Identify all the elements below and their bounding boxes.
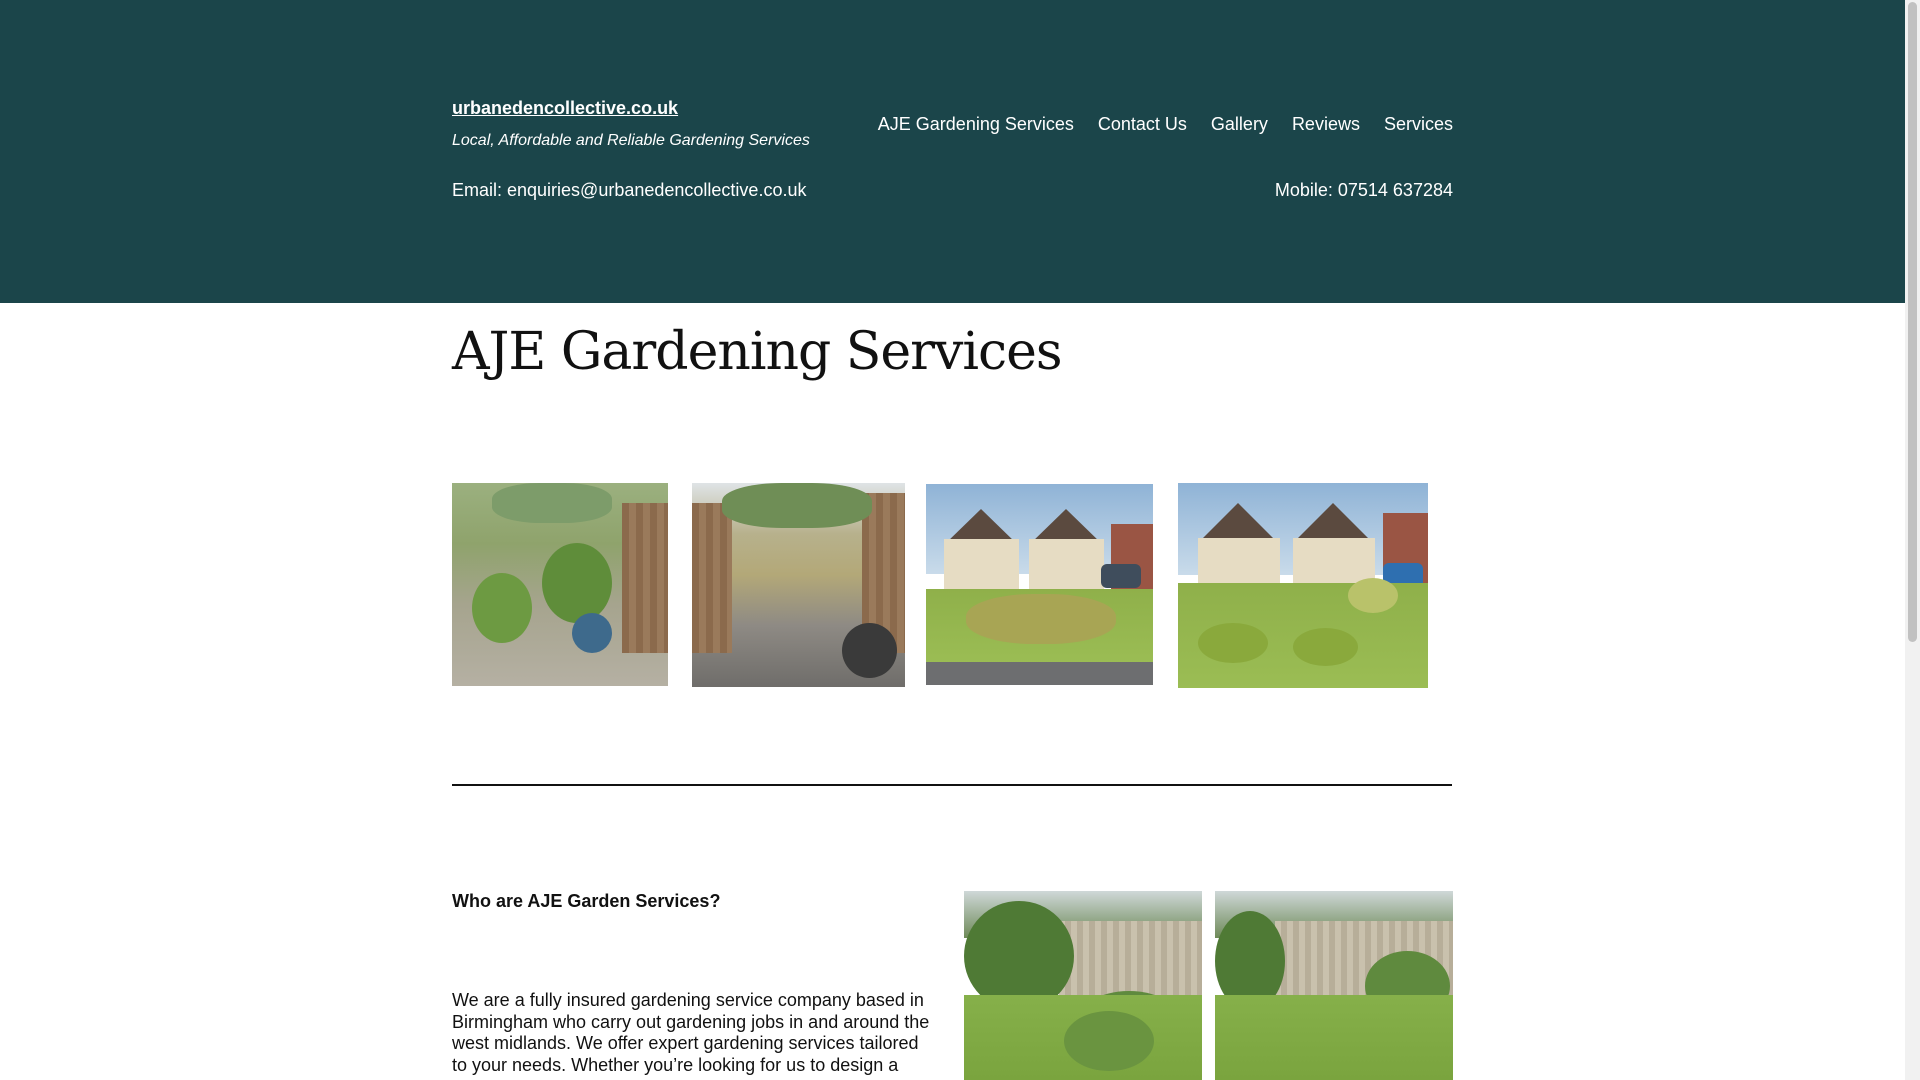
nav-reviews[interactable]: Reviews — [1291, 114, 1360, 134]
main-navigation — [878, 114, 1453, 135]
page-scrollbar[interactable] — [1905, 0, 1920, 1080]
garden-border-after-photo[interactable] — [1215, 891, 1453, 1080]
overgrown-garden-before-photo[interactable] — [452, 483, 668, 686]
about-paragraph: We are a fully insured gardening service company based in Birmingham who carry out gardening jobs in and around the west midlands. We offer expert gardening services tailored to your needs. Whether you’re looking for us to design a — [452, 990, 930, 1075]
nav-gallery[interactable]: Gallery — [1210, 114, 1268, 134]
site-header — [0, 0, 1905, 303]
nav-contact-us[interactable]: Contact Us — [1097, 114, 1187, 134]
site-tagline: Local, Affordable and Reliable Gardening Services — [452, 132, 810, 149]
page-title: AJE Gardening Services — [452, 322, 1062, 382]
front-lawn-before-photo[interactable] — [926, 484, 1153, 685]
nav-services[interactable]: Services — [1383, 114, 1453, 134]
contact-email: Email: enquiries@urbanedencollective.co.uk — [452, 180, 807, 200]
cleared-garden-after-photo[interactable] — [692, 483, 905, 687]
scrollbar-thumb[interactable] — [1908, 2, 1917, 642]
garden-border-before-photo[interactable] — [964, 891, 1202, 1080]
site-title-link[interactable]: urbanedencollective.co.uk — [452, 98, 679, 118]
contact-mobile: Mobile: 07514 637284 — [1274, 180, 1453, 200]
section-divider — [452, 784, 1452, 786]
front-lawn-after-photo[interactable] — [1178, 483, 1428, 688]
section-heading: Who are AJE Garden Services? — [452, 891, 721, 911]
nav-aje-gardening-services[interactable]: AJE Gardening Services — [877, 114, 1074, 134]
